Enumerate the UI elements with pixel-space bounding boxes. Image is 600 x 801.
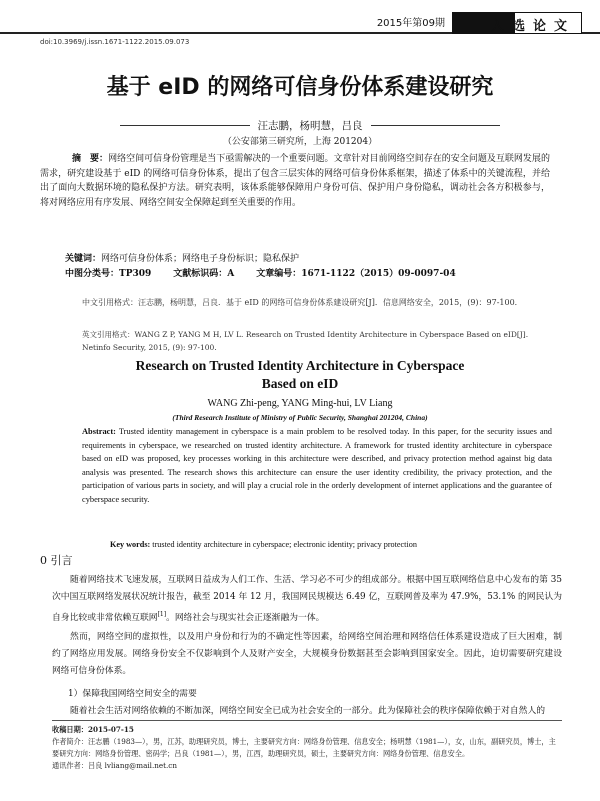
abstract-cn-label: 摘 要： bbox=[72, 154, 109, 164]
document-code: 文献标识码：A bbox=[173, 269, 235, 279]
article-number: 文章编号：1671-1122（2015）09-0097-04 bbox=[256, 269, 456, 279]
authors-cn-row bbox=[120, 118, 500, 133]
section-label: 入选论文 bbox=[490, 19, 575, 34]
paper-title-en-line1: Research on Trusted Identity Architecture in Cyberspace bbox=[135, 358, 465, 373]
body-paragraph: 然而，网络空间的虚拟性，以及用户身份和行为的不确定性等因素，给网络空间治理和网络信任体系建设造成了巨大困难，制约了网络应用发展。网络身份安全不仅影响到个人及财产安全，大规模身份数据甚至会影响到国家安全。因此，迫切需要研究建设网络可信身份体系。 bbox=[52, 632, 562, 676]
issue-label: 2015年第09期 bbox=[376, 18, 445, 29]
abstract-cn-text: 网络空间可信身份管理是当下亟需解决的一个重要问题。文章针对目前网络空间存在的安全问题及互联网发展的需求，研究建设基于 eID 的网络可信身份体系，提出了包含三层实体的网络可信身份体系框架，描述了体系中的关键流程，并给出了面向大数据环境的隐私保护方法。研究表明，该体系能够保障用户身份可信、保护用户身份隐私，调动社会各方积极参与，将对网络应用有序发展、网络空间安全保障起到至关重要的作用。 bbox=[40, 154, 550, 208]
abstract-cn bbox=[40, 152, 550, 210]
citation-cn: 中文引用格式：汪志鹏，杨明慧，吕良．基于 eID 的网络可信身份体系建设研究[J]．信息网络安全，2015，(9)：97-100． bbox=[82, 298, 523, 307]
keywords-en bbox=[110, 540, 550, 549]
clc-number: 中图分类号：TP309 bbox=[65, 269, 152, 279]
keywords-en-text: trusted identity architecture in cyberspace; electronic identity; privacy protection bbox=[152, 540, 417, 549]
abstract-en bbox=[82, 425, 552, 506]
section-heading-intro: 0 引言 bbox=[40, 554, 73, 567]
citation-en: 英文引用格式：WANG Z P, YANG M H, LV L. Research on Trusted Identity Architecture in Cyberspace Based on eID[J]. Netinfo Security, 2015, (9): 97-100. bbox=[82, 330, 529, 352]
reference-mark: [1] bbox=[157, 611, 167, 618]
divider bbox=[371, 125, 501, 126]
authors-en: WANG Zhi-peng, YANG Ming-hui, LV Liang bbox=[207, 398, 393, 409]
footnote-rule bbox=[52, 720, 562, 721]
affiliation-cn: （公安部第三研究所，上海 201204） bbox=[222, 137, 378, 147]
paper-title-en-line2: Based on eID bbox=[261, 376, 339, 391]
classification-row bbox=[65, 266, 545, 279]
authors-cn: 汪志鹏，杨明慧，吕良 bbox=[257, 120, 363, 132]
abstract-en-label: Abstract: bbox=[82, 427, 116, 436]
keywords-cn-text: 网络可信身份体系；网络电子身份标识；隐私保护 bbox=[101, 254, 300, 264]
footnote bbox=[52, 724, 562, 772]
doi: doi:10.3969/j.issn.1671-1122.2015.09.073 bbox=[40, 38, 190, 46]
author-bio: 作者简介：汪志鹏（1983—），男，江苏，助理研究员，博士，主要研究方向：网络身份管理、信息安全；杨明慧（1981—），女，山东，副研究员，博士，主要研究方向：网络身份管理、密码学；吕良（1981—），男，江西，助理研究员，硕士，主要研究方向：网络身份管理、信息安全。 bbox=[52, 737, 556, 758]
keywords-cn bbox=[65, 251, 545, 264]
body-paragraph: 随着社会生活对网络依赖的不断加深，网络空间安全已成为社会安全的一部分。此为保障社会的秩序保障依赖于对自然人的 bbox=[70, 706, 546, 716]
keywords-en-label: Key words: bbox=[110, 540, 151, 549]
paper-title-en bbox=[0, 357, 600, 393]
received-date: 收稿日期：2015-07-15 bbox=[52, 725, 134, 734]
para1-end: 。网络社会与现实社会正逐渐融为一体。 bbox=[166, 612, 325, 623]
paper-title-cn: 基于 eID 的网络可信身份体系建设研究 bbox=[106, 75, 494, 100]
keywords-cn-label: 关键词： bbox=[65, 254, 102, 264]
section-badge bbox=[452, 12, 582, 34]
abstract-en-text: Trusted identity management in cyberspace is a main problem to be resolved today. In this paper, for the security issues and requirements in cyberspace, we researched on trusted identity architecture. A framework for trusted identity architecture in cyberspace based on eID was proposed, key processes working in this architecture were described, and privacy protection method against big data analysis was presented. The research shows this architecture can ensure the user identity credibility, the privacy protection, and the participation of various parts in society, and will play a crucial role in the orderly development of internet applications and the guarantee of cyberspace security. bbox=[82, 427, 552, 504]
body-paragraph bbox=[52, 572, 562, 627]
corresponding-author: 通讯作者：吕良 lvliang@mail.net.cn bbox=[52, 761, 177, 770]
divider bbox=[120, 125, 250, 126]
affiliation-en: (Third Research Institute of Ministry of Public Security, Shanghai 201204, China) bbox=[172, 413, 428, 422]
para1-text: 随着网络技术飞速发展，互联网日益成为人们工作、生活、学习必不可少的组成部分。根据中国互联网络信息中心发布的第 35 次中国互联网络发展状况统计报告，截至 2014 年 12 月，我国网民规模达 6.49 亿，互联网普及率为 47.9%，53.1% 的网民认为自身比较或非常依赖互联网 bbox=[52, 575, 562, 623]
subheading: 1）保障我国网络空间安全的需要 bbox=[68, 689, 197, 699]
